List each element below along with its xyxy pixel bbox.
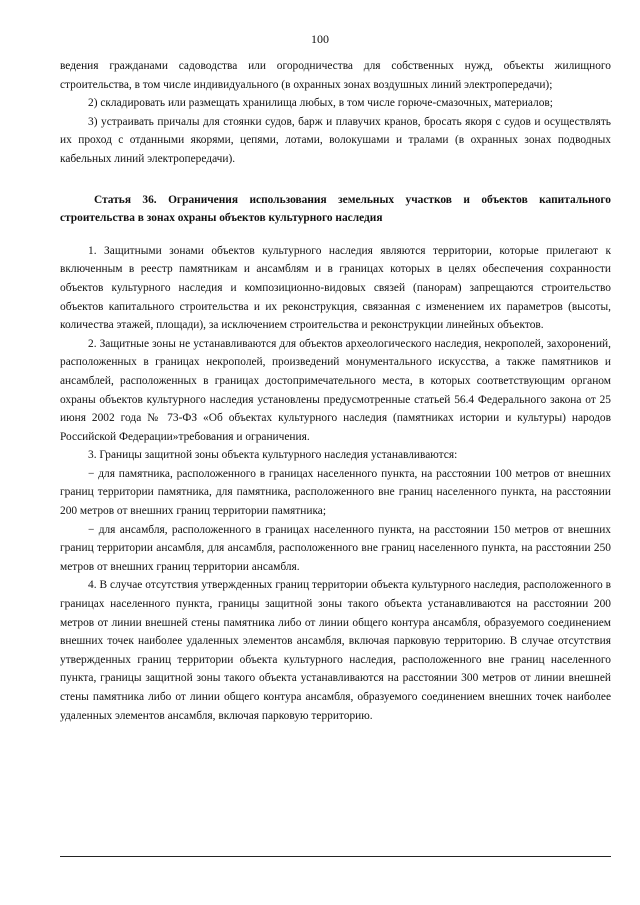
list-item-monument: − для памятника, расположенного в границах населенного пункта, на расстоянии 100 метров от внешних границ территории памятника, для памятника, расположенного вне границ населенного пункта, на расстоянии 200 метров от внешних границ территории памятника; (60, 467, 611, 518)
footer-divider (60, 856, 611, 857)
article-paragraph-3: 3. Границы защитной зоны объекта культурного наследия устанавливаются: (88, 449, 458, 462)
page-number: 100 (311, 32, 329, 46)
document-body (60, 57, 611, 725)
article-paragraph-1: 1. Защитными зонами объектов культурного наследия являются территории, которые прилегают к включенным в реестр памятникам и ансамблям и в границах которых в целях обеспечения сохранности объектов культурного наследия и композиционно-видовых связей (панорам) запрещаются строительство объектов капитального строительства и их реконструкция, связанная с изменением их параметров (высоты, количества этажей, площади), за исключением строительства и реконструкции линейных объектов. (60, 244, 611, 332)
intro-paragraph-continuation: ведения гражданами садоводства или огородничества для собственных нужд, объекты жилищного строительства, в том числе индивидуального (в охранных зонах воздушных линий электропередачи); (60, 60, 611, 91)
article-heading: Статья 36. Ограничения использования земельных участков и объектов капитального строительства в зонах охраны объектов культурного наследия (60, 193, 611, 225)
article-paragraph-4: 4. В случае отсутствия утвержденных границ территории объекта культурного наследия, расположенного в границах населенного пункта, границы защитной зоны такого объекта устанавливаются на расстоянии 200 метров от линии внешней стены памятника либо от линии общего контура ансамбля, образуемого соединением внешних точек наиболее удаленных элементов ансамбля, включая парковую территорию. В случае отсутствия утвержденных границ территории объекта культурного наследия, расположенного вне границ населенного пункта, границы защитной зоны такого объекта устанавливаются на расстоянии 300 метров от линии внешней стены памятника либо от линии общего контура ансамбля, образуемого соединением внешних точек наиболее удаленных элементов ансамбля, включая парковую территорию. (60, 579, 611, 722)
list-item-ensemble: − для ансамбля, расположенного в границах населенного пункта, на расстоянии 150 метров от внешних границ территории ансамбля, для ансамбля, расположенного вне границ населенного пункта, на расстоянии 250 метров от внешних границ территории ансамбля. (60, 523, 611, 573)
intro-item-3: 3) устраивать причалы для стоянки судов, барж и плавучих кранов, бросать якоря с судов и осуществлять их проход с отданными якорями, цепями, лотами, волокушами и тралами (в охранных зонах подводных кабельных линий электропередачи). (60, 115, 611, 165)
article-paragraph-2: 2. Защитные зоны не устанавливаются для объектов археологического наследия, некрополей, захоронений, расположенных в границах некрополей, произведений монументального искусства, а также памятников и ансамблей, расположенных в границах достопримечательного места, в которых соответствующим органом охраны объектов культурного наследия установлены предусмотренные статьей 56.4 Федерального закона от 25 июня 2002 года № 73-ФЗ «Об объектах культурного наследия (памятниках истории и культуры) народов Российской Федерации»требования и ограничения. (60, 337, 611, 443)
intro-item-2: 2) складировать или размещать хранилища любых, в том числе горюче-смазочных, материалов; (88, 97, 553, 110)
